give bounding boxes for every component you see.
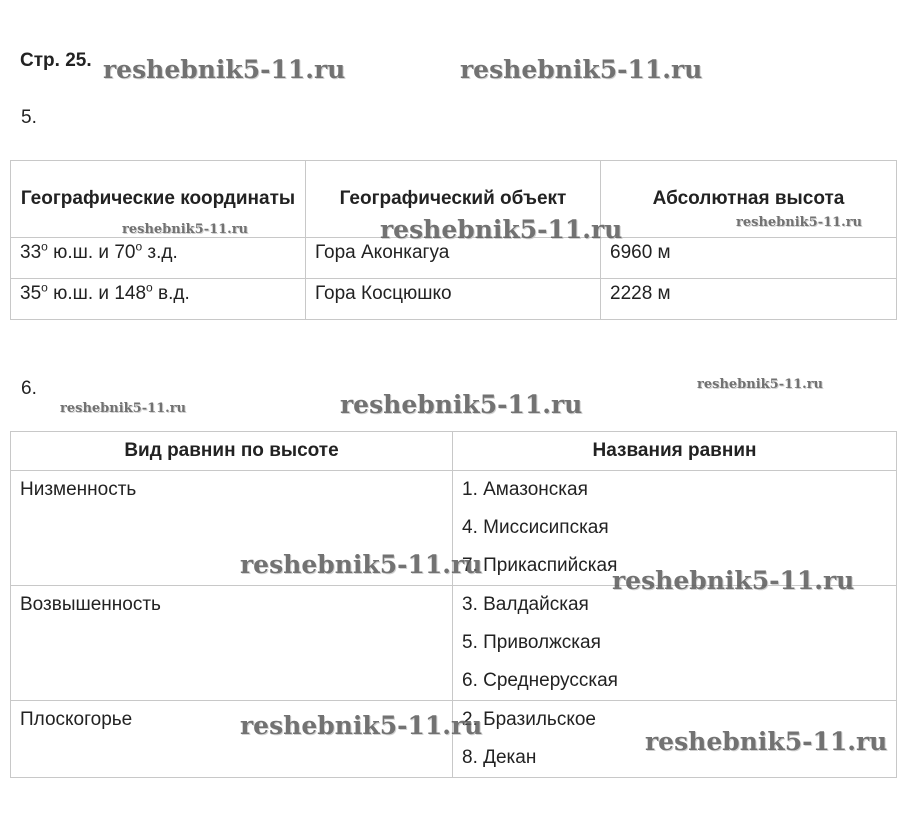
plain-type-cell: Низменность [11, 471, 453, 586]
column-header: Географический объект [306, 161, 601, 238]
watermark: reshebnik5-11.ru [380, 215, 623, 244]
list-item: 6. Среднерусская [462, 670, 618, 691]
watermark: reshebnik5-11.ru [612, 566, 855, 595]
coordinates-cell: $35^о$ ю.ш. и $148^о$ в.д. [11, 279, 306, 320]
watermark: reshebnik5-11.ru [340, 390, 583, 419]
height-cell: 2228 м [601, 279, 897, 320]
watermark: reshebnik5-11.ru [697, 377, 824, 392]
height-cell: 6960 м [601, 238, 897, 279]
list-item: 3. Валдайская [462, 594, 589, 615]
plain-names-cell [453, 586, 897, 701]
list-item: 4. Миссисипская [462, 517, 609, 538]
table-row [11, 279, 897, 320]
list-item: 7. Прикаспийская [462, 555, 618, 576]
page-number: Стр. 25. [20, 50, 92, 71]
object-cell: Гора Аконкагуа [306, 238, 601, 279]
coordinates-cell: $33^о$ ю.ш. и $70^о$ з.д. [11, 238, 306, 279]
watermark: reshebnik5-11.ru [240, 711, 483, 740]
list-item: 1. Амазонская [462, 479, 588, 500]
task-6-number: 6. [21, 378, 37, 399]
plain-type-cell: Плоскогорье [11, 701, 453, 778]
column-header: Географические координаты [11, 161, 306, 238]
watermark: reshebnik5-11.ru [103, 55, 346, 84]
watermark: reshebnik5-11.ru [60, 401, 187, 416]
task-5-number: 5. [21, 107, 37, 128]
table-header-row [11, 432, 897, 471]
list-item: 2. Бразильское [462, 709, 596, 730]
column-header: Названия равнин [453, 432, 897, 471]
list-item: 5. Приволжская [462, 632, 601, 653]
column-header: Вид равнин по высоте [11, 432, 453, 471]
object-cell: Гора Косцюшко [306, 279, 601, 320]
watermark: reshebnik5-11.ru [736, 215, 863, 230]
watermark: reshebnik5-11.ru [240, 550, 483, 579]
list-item: 8. Декан [462, 747, 537, 768]
watermark: reshebnik5-11.ru [122, 222, 249, 237]
watermark: reshebnik5-11.ru [645, 727, 888, 756]
watermark: reshebnik5-11.ru [460, 55, 703, 84]
column-header: Абсолютная высота [601, 161, 897, 238]
plain-type-cell: Возвышенность [11, 586, 453, 701]
table-row [11, 586, 897, 701]
